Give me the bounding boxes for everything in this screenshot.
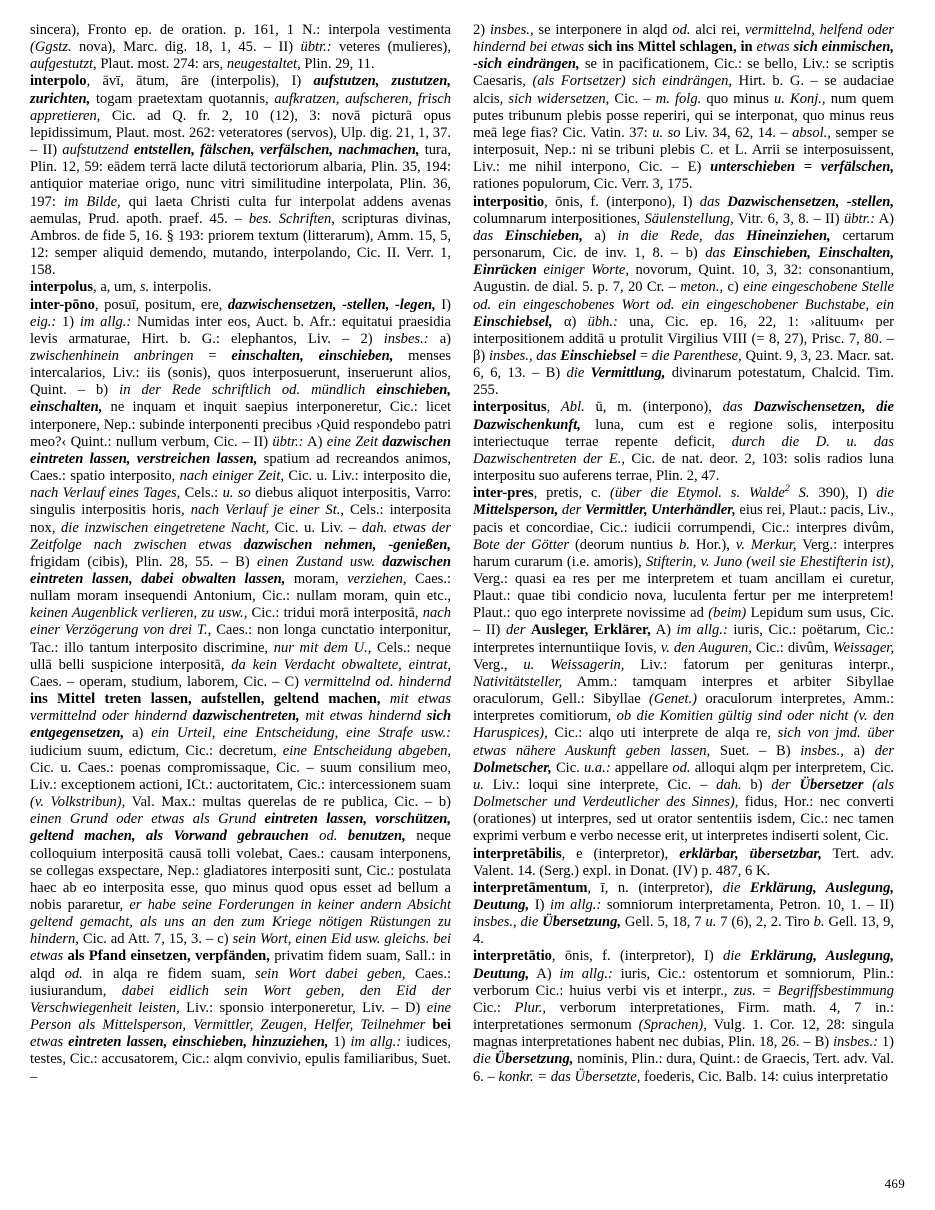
dictionary-entry: inter-pres, pretis, c. (über die Etymol. s. Walde$^2$ S. 390), I) die Mittelsperson, der Vermittler, Unterhändler, eius rei, Plaut.: pacis, Liv., pacis et concordiae, Cic.: iudicii corrumpendi, Cic.: interpres divûm, Bote der Götter (deorum nuntius b. Hor.), v. Merkur, Verg.: interpres harum curarum (i.e. amoris), Stifterin, v. Juno (weil sie Ehestifterin ist), Verg.: quasi ea res per me interpretem et tuam ancillam ei curetur, Plaut.: quae tibi condicio nova, luculenta fertur per me interpretem! Plaut.: quo ego interprete novissime ad (beim) Lepidum sum usus, Cic. – II) der Ausleger, Erklärer, A) im allg.: iuris, Cic.: poëtarum, Cic.: interpretes internuntiique Iovis, v. den Auguren, Cic.: divûm, Weissager, Verg., u. Weissagerin, Liv.: fatorum per genituras interpr., Nativitätsteller, Amm.: tamquam interpres et arbiter Sibyllae oraculorum, Gell.: Sibyllae (Genet.) oraculorum interpretes, Amm.: interpretes comitiorum, ob die Komitien gültig sind oder nicht (v. den Haruspices), Cic.: alqo uti interprete de alqa re, sich von jmd. über etwas nähere Auskunft geben lassen, Suet. – B) insbes., a) der Dolmetscher, Cic. u.a.: appellare od. alloqui alqm per interpretem, Cic. u. Liv.: loqui sine interprete, Cic. – dah. b) der Übersetzer (als Dolmetscher und Verdeutlicher des Sinnes), fidus, Hor.: nec converti (orationes) ut interpres, sed ut orator sententiis isdem, Cic.: nec tamen exprimi verbum e verbo necesse erit, ut interpretes indiserti solent, Cic. xyxy=(473,483,895,845)
right-text-column xyxy=(473,22,894,1177)
continued-entry: 2) insbes., se interponere in alqd od. alci rei, vermittelnd, helfend oder hindernd bei etwas sich ins Mittel schlagen, in etwas sich einmischen, -sich eindrängen, se in pacificationem, Cic.: se bello, Liv.: se scriptis Caesaris, (als Fortsetzer) sich eindrängen, Hirt. b. G. – se audaciae alcis, sich widersetzen, Cic. – m. folg. quo minus u. Konj., num quem putes tribunum plebis posse reperiri, qui se interponat, quo minus reus meā lege fias? Cic. Vatin. 37: u. so Liv. 34, 62, 14. – absol., semper se interposuit, Nep.: ni se tribuni plebis C. et L. Arrii se interposuissent, Liv.: me nihil interpono, Cic. – E) unterschieben = verfälschen, rationes populorum, Cic. Verr. 3, 175. xyxy=(473,22,894,193)
left-text-column xyxy=(30,22,451,1177)
dictionary-entry: interpretāmentum, ī, n. (interpretor), die Erklärung, Auslegung, Deutung, I) im allg.: somniorum interpretamenta, Petron. 10, 1. – II) insbes., die Übersetzung, Gell. 5, 18, 7 u. 7 (6), 2, 2. Tiro b. Gell. 13, 9, 4. xyxy=(473,879,894,948)
dictionary-entry: interpositus, Abl. ū, m. (interpono), das Dazwischensetzen, die Dazwischenkunft, luna, cum est e regione solis, interpositu interiectuque terrae repente deficit, durch die D. u. das Dazwischentreten der E., Cic. de nat. deor. 2, 103: solis radios luna interpositu suo auferens terrae, Plin. 2, 47. xyxy=(473,399,894,485)
dictionary-entry: interpretābilis, e (interpretor), erklärbar, übersetzbar, Tert. adv. Valent. 14. (Serg.) expl. in Donat. (IV) p. 487, 6 K. xyxy=(473,845,894,879)
dictionary-entry: interpolus, a, um, s. interpolis. xyxy=(30,279,212,296)
dictionary-entry: interpretātio, ōnis, f. (interpretor), I) die Erklärung, Auslegung, Deutung, A) im allg.: iuris, Cic.: ostentorum et somniorum, Plin.: verborum Cic.: huius verbi vis et interpr., zus. = Begriffsbestimmung Cic.: Plur., verborum interpretationes, Firm. math. 4, 7 in.: interpretationes sermonum (Sprachen), Vulg. 1. Cor. 12, 28: singula magnas interpretationes habent nec dubias, Plin. 18, 26. – B) insbes.: 1) die Übersetzung, nominis, Plin.: dura, Quint.: de Graecis, Tert. adv. Val. 6. – konkr. = das Übersetzte, foederis, Cic. Balb. 14: cuius interpretatio xyxy=(473,948,894,1085)
dictionary-entry: inter-pōno, posuī, positum, ere, dazwischensetzen, -stellen, -legen, I) eig.: 1) im allg.: Numidas inter eos, Auct. b. Afr.: equitatui praesidia levis armaturae, Hirt. b. G.: elephantos, Liv. – 2) insbes.: a) zwischenhinein anbringen = einschalten, einschieben, menses intercalarios, Liv.: iis (sonis), quos interposuerunt, inseruerunt alios, Quint. – b) in der Rede schriftlich od. mündlich einschieben, einschalten, ne inquam et inquit saepius interponeretur, Cic.: licet interponere, Nep.: subinde interponenti precibus ›Quid respondebo patri meo?‹ Quint.: nullum verbum, Cic. – II) übtr.: A) eine Zeit dazwischen eintreten lassen, verstreichen lassen, spatium ad recreandos animos, Caes.: spatio interposito, nach einiger Zeit, Cic. u. Liv.: interposito die, nach Verlauf eines Tages, Cels.: u. so diebus aliquot interpositis, Varro: singulis interpositis horis, nach Verlauf je einer St., Cels.: interposita nox, die inzwischen eingetretene Nacht, Cic. u. Liv. – dah. etwas der Zeitfolge nach zwischen etwas dazwischen nehmen, -genießen, frigidam (cibis), Plin. 28, 55. – B) einen Zustand usw. dazwischen eintreten lassen, dabei obwalten lassen, moram, verziehen, Caes.: nullam moram insequendi Antonium, Cic.: nullam moram, quin etc., keinen Augenblick verlieren, zu usw., Cic.: tridui morā interpositā, nach einer Verzögerung von drei T., Caes.: non longa cunctatio interponitur, Tac.: illo tantum interposito discrimine, nur mit dem U., Cels.: neque ullā belli suspicione interpositā, da kein Verdacht obwaltete, eintrat, Caes. – operam, studium, laborem, Cic. – C) vermittelnd od. hindernd ins Mittel treten lassen, aufstellen, geltend machen, mit etwas vermittelnd oder hindernd dazwischentreten, mit etwas hindernd sich entgegensetzen, a) ein Urteil, eine Entscheidung, eine Strafe usw.: iudicium suum, edictum, Cic.: decretum, eine Entscheidung abgeben, Cic. u. Caes.: poenas compromissaque, Cic. – suum consilium meo, Liv.: exceptionem actioni, ICt.: auctoritatem, Cic.: intercessionem suam (v. Volkstribun), Val. Max.: multas querelas de re publica, Cic. – b) einen Grund oder etwas als Grund eintreten lassen, vorschützen, geltend machen, als Vorwand gebrauchen od. benutzen, neque colloquium interpositā causā tolli volebat, Caes.: causam interponens, se collegas exspectare, Nep.: gladiatores interpositi sunt, Cic.: postulata haec ab eo interposita esse, quo minus quod opus esset ad bellum a nobis pararetur, er habe seine Forderungen in keiner andern Absicht geltend gemacht, als uns an den zum Kriege nötigen Rüstungen zu hindern, Cic. ad Att. 7, 15, 3. – c) sein Wort, einen Eid usw. gleichs. bei etwas als Pfand einsetzen, verpfänden, privatim fidem suam, Sall.: in alqd od. in alqa re fidem suam, sein Wort dabei geben, Caes.: iusiurandum, dabei eidlich sein Wort geben, den Eid der Verschwiegenheit leisten, Liv.: sponsio interponeretur, Liv. – D) eine Person als Mittelsperson, Vermittler, Zeugen, Helfer, Teilnehmer bei etwas eintreten lassen, einschieben, hinzuziehen, 1) im allg.: iudices, testes, Cic.: accusatorem, Cic.: alqm convivio, epulis familiaribus, Suet. – xyxy=(30,296,452,1085)
dictionary-entry: interpolo, āvī, ātum, āre (interpolis), I) aufstutzen, zustutzen, zurichten, togam praetextam quotannis, aufkratzen, aufscheren, frisch appretieren, Cic. ad Q. fr. 2, 10 (12), 3: novā picturā opus lepidissimum, Plaut. most. 262: veteratores (servos), Ulp. dig. 21, 1, 37. – II) aufstutzend entstellen, fälschen, verfälschen, nachmachen, tura, Plin. 12, 59: eādem terrā lacte dilutā tectoriorum albaria, Plin. 35, 194: antiquior materiae origo, nunc vitri similitudine interpolata, Plin. 36, 197: im Bilde, qui laeta Christi culta fur interpolat addens avenas aemulas, Prud. apoth. praef. 45. – bes. Schriften, scripturas divinas, Ambros. de fide 5, 16. § 193: priorem textum (litterarum), Amm. 15, 5, 12: semper aliquid demendo, mutando, interpolando, Cic. II. Verr. 1, 158. xyxy=(30,73,451,279)
continued-entry: sincera), Fronto ep. de oration. p. 161, 1 N.: interpola vestimenta (Ggstz. nova), Marc. dig. 18, 1, 45. – II) übtr.: veteres (mulieres), aufgestutzt, Plaut. most. 274: ars, neugestaltet, Plin. 29, 11. xyxy=(30,22,451,73)
two-column-layout xyxy=(30,22,905,1177)
dictionary-entry: interpositio, ōnis, f. (interpono), I) das Dazwischensetzen, -stellen, columnarum interpositiones, Säulenstellung, Vitr. 6, 3, 8. – II) übtr.: A) das Einschieben, a) in die Rede, das Hineinziehen, certarum personarum, Cic. de inv. 1, 8. – b) das Einschieben, Einschalten, Einrücken einiger Worte, novorum, Quint. 10, 3, 32: consonantium, Augustin. de dial. 5. p. 7, 20 Cr. – meton., c) eine eingeschobene Stelle od. ein eingeschobenes Wort od. ein eingeschobener Buchstabe, ein Einschiebsel, α) übh.: una, Cic. ep. 16, 22, 1: ›alituum‹ per interpositionem additā u protulit Virgilius VIII (= 8, 27), Prisc. 7, 80. – β) insbes., das Einschiebsel = die Parenthese, Quint. 9, 3, 23. Macr. sat. 6, 6, 13. – B) die Vermittlung, divinarum potestatum, Chalcid. Tim. 255. xyxy=(473,193,895,399)
page-number: 469 xyxy=(884,1176,905,1191)
